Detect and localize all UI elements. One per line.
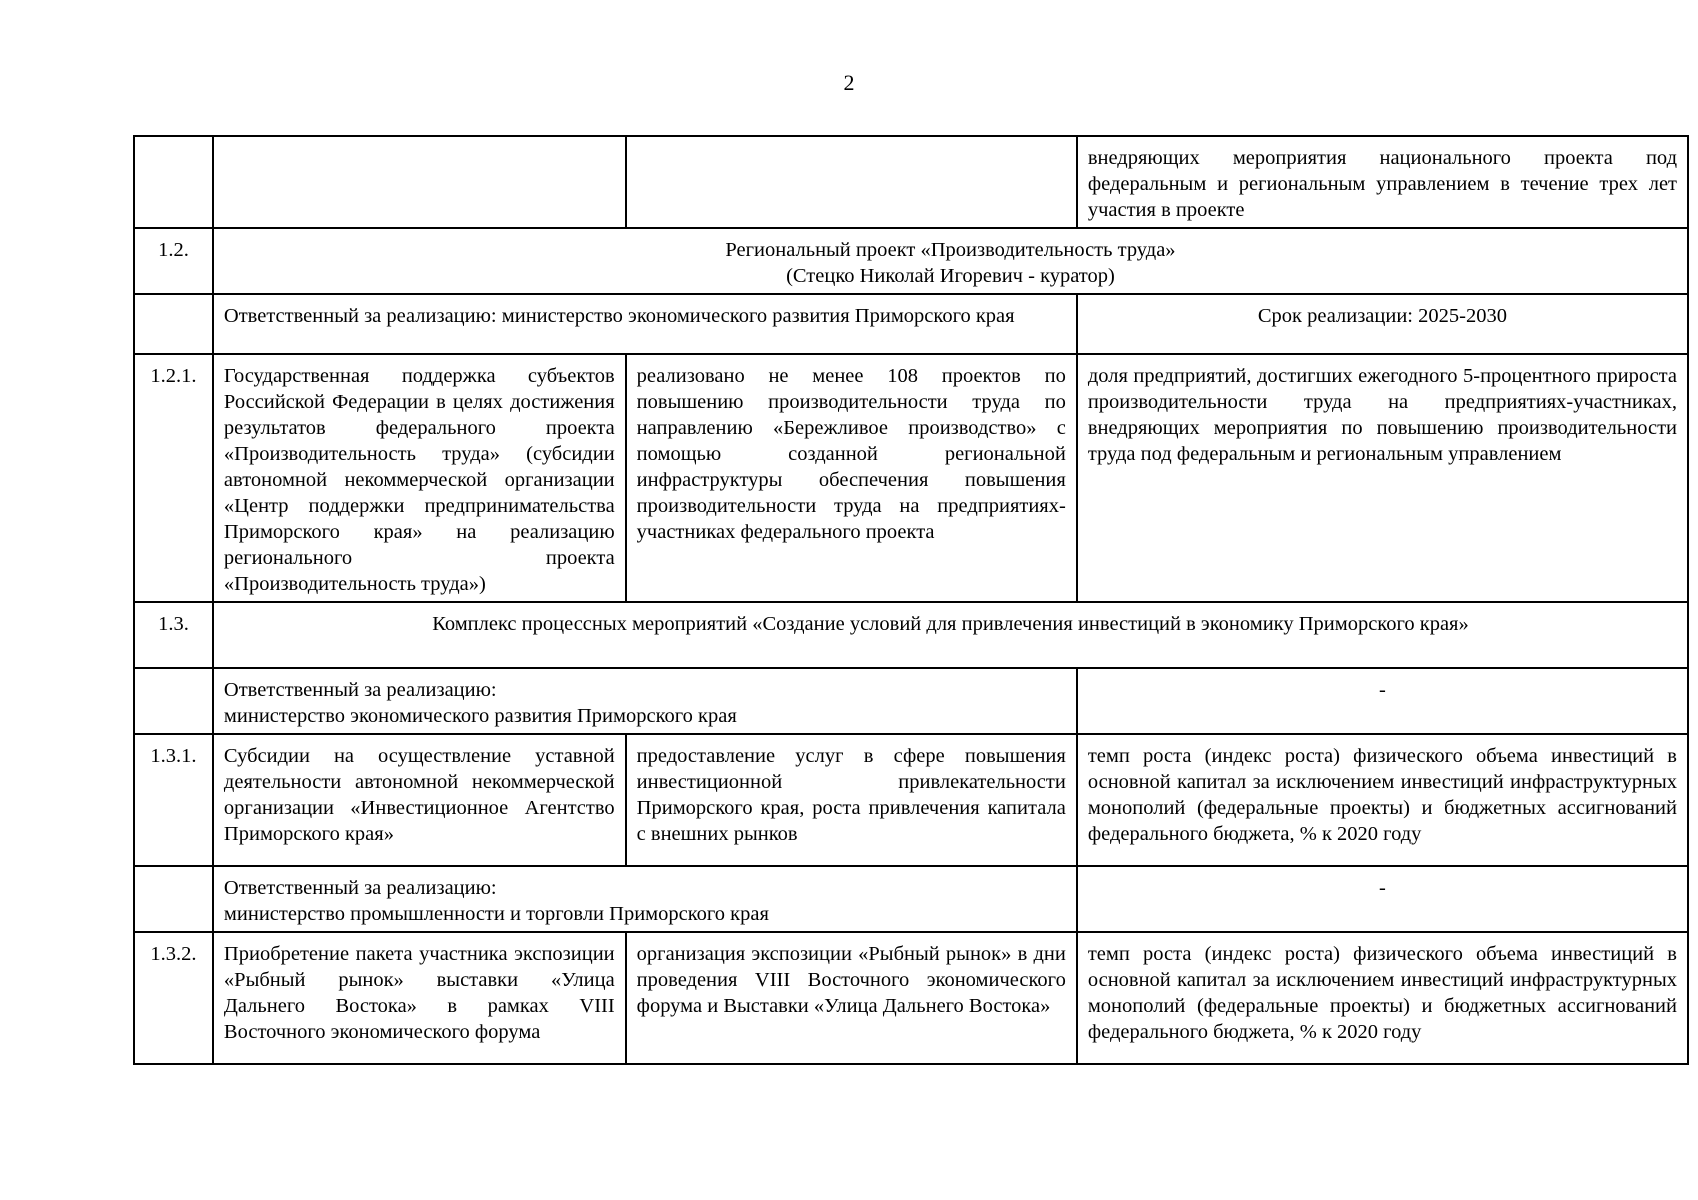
term-cell: - — [1077, 866, 1688, 932]
row-number: 1.3.2. — [134, 932, 213, 1064]
row-number: 1.2. — [134, 228, 213, 294]
responsible-cell — [213, 668, 1077, 734]
page-number: 2 — [843, 70, 855, 95]
responsible-cell: Ответственный за реализацию: министерство экономического развития Приморского края — [213, 294, 1077, 354]
responsible-row — [134, 668, 1688, 734]
result-cell: организация экспозиции «Рыбный рынок» в дни проведения VIII Восточного экономического форума и Выставки «Улица Дальнего Востока» — [626, 932, 1077, 1064]
measure-cell: Государственная поддержка субъектов Российской Федерации в целях достижения результатов федерального проекта «Производительность труда» (субсидии автономной некоммерческой организации «Центр поддержки предпринимательства Приморского края» на реализацию регионального проекта «Производительность труда») — [213, 354, 626, 602]
project-title: Региональный проект «Производительность труда» — [725, 239, 1176, 261]
table-row — [134, 734, 1688, 866]
row-number: 1.3. — [134, 602, 213, 668]
table-row — [134, 136, 1688, 228]
responsible-row — [134, 866, 1688, 932]
term-cell: - — [1077, 668, 1688, 734]
complex-title-cell: Комплекс процессных мероприятий «Создание условий для привлечения инвестиций в экономику Приморского края» — [213, 602, 1688, 668]
empty-cell — [134, 866, 213, 932]
measures-table — [133, 135, 1689, 1065]
result-cell: предоставление услуг в сфере повышения инвестиционной привлекательности Приморского края, роста привлечения капитала с внешних рынков — [626, 734, 1077, 866]
table-row — [134, 354, 1688, 602]
responsible-ministry: министерство экономического развития Приморского края — [223, 705, 737, 727]
measure-cell — [213, 136, 626, 228]
responsible-label: Ответственный за реализацию: — [223, 679, 497, 701]
indicator-cell: темп роста (индекс роста) физического объема инвестиций в основной капитал за исключением инвестиций инфраструктурных монополий (федеральные проекты) и бюджетных ассигнований федерального бюджета, % к 2020 году — [1077, 734, 1688, 866]
measure-cell: Субсидии на осуществление уставной деятельности автономной некоммерческой организации «Инвестиционное Агентство Приморского края» — [213, 734, 626, 866]
result-cell — [626, 136, 1077, 228]
project-curator: (Стецко Николай Игоревич - куратор) — [786, 265, 1115, 287]
responsible-cell — [213, 866, 1077, 932]
result-cell: реализовано не менее 108 проектов по повышению производительности труда по направлению «Бережливое производство» с помощью созданной региональной инфраструктуры обеспечения повышения производительности труда на предприятиях-участниках федерального проекта — [626, 354, 1077, 602]
indicator-cell: темп роста (индекс роста) физического объема инвестиций в основной капитал за исключением инвестиций инфраструктурных монополий (федеральные проекты) и бюджетных ассигнований федерального бюджета, % к 2020 году — [1077, 932, 1688, 1064]
empty-cell — [134, 668, 213, 734]
table-row — [134, 932, 1688, 1064]
measure-cell: Приобретение пакета участника экспозиции «Рыбный рынок» выставки «Улица Дальнего Востока» в рамках VIII Восточного экономического форума — [213, 932, 626, 1064]
row-number — [134, 136, 213, 228]
project-header-row — [134, 228, 1688, 294]
indicator-cell: доля предприятий, достигших ежегодного 5-процентного прироста производительности труда на предприятиях-участниках, внедряющих мероприятия по повышению производительности труда под федеральным и региональным управлением — [1077, 354, 1688, 602]
term-cell: Срок реализации: 2025-2030 — [1077, 294, 1688, 354]
row-number: 1.3.1. — [134, 734, 213, 866]
row-number: 1.2.1. — [134, 354, 213, 602]
responsible-ministry: министерство промышленности и торговли Приморского края — [223, 903, 769, 925]
responsible-label: Ответственный за реализацию: — [223, 877, 497, 899]
empty-cell — [134, 294, 213, 354]
project-title-cell — [213, 228, 1688, 294]
indicator-cell: внедряющих мероприятия национального проекта под федеральным и региональным управлением в течение трех лет участия в проекте — [1077, 136, 1688, 228]
responsible-row — [134, 294, 1688, 354]
complex-header-row — [134, 602, 1688, 668]
